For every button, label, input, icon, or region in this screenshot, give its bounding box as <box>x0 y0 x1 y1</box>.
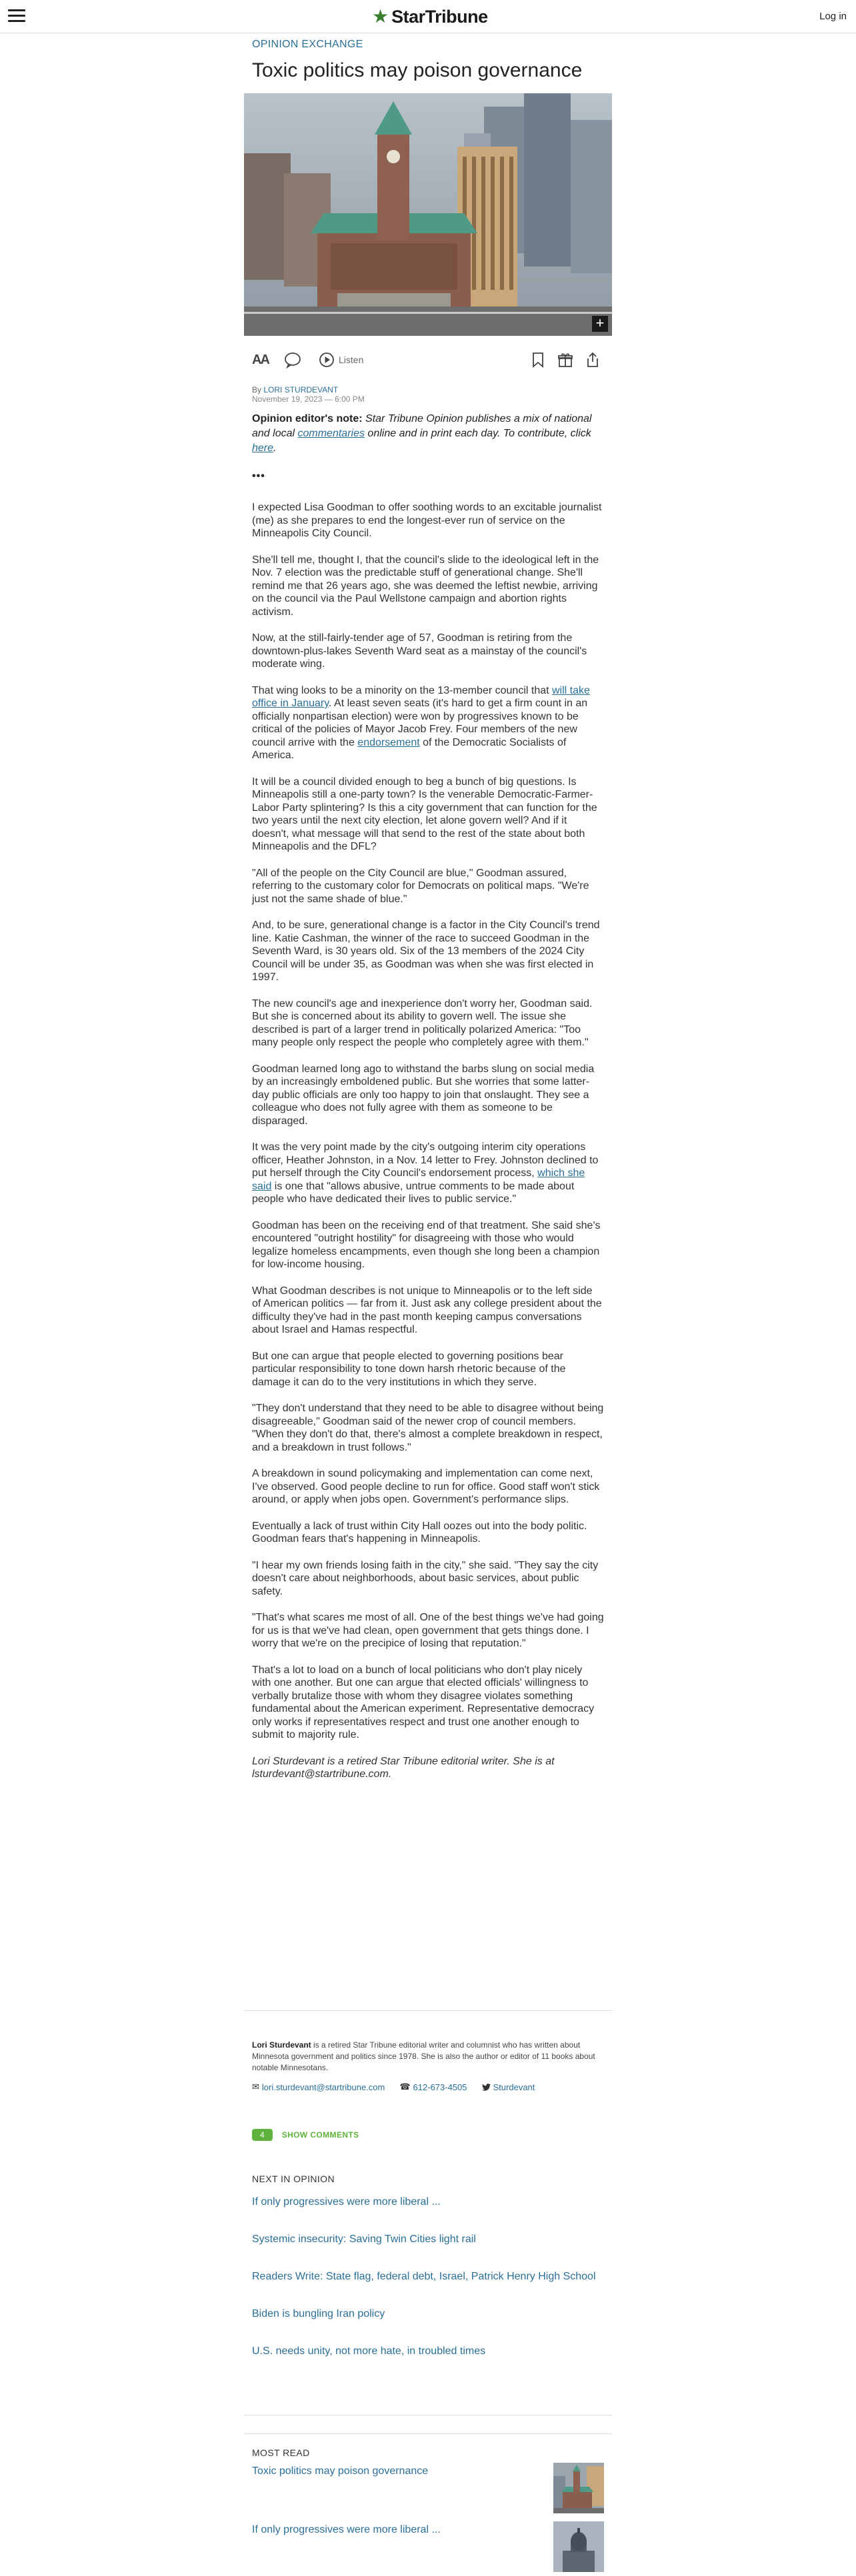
publish-date: November 19, 2023 — 6:00 PM <box>252 394 365 404</box>
paragraph: Goodman has been on the receiving end of that treatment. She said she's encountered "outright hostility" for disagreeing with those who would legalize homeless encampments, even though she long been a champion for low-income housing. <box>252 1219 601 1270</box>
paragraph: The new council's age and inexperience don't worry her, Goodman said. But she is concerned about its ability to govern well. The issue she described is part of a larger trend in politically polarized America: "Too many people only respect the people who completely agree with them." <box>252 997 593 1048</box>
section-label[interactable]: OPINION EXCHANGE <box>252 39 363 50</box>
contribute-link[interactable]: here <box>252 442 274 454</box>
author-email-link[interactable] <box>252 2082 385 2092</box>
most-read-link[interactable]: If only progressives were more liberal ... <box>252 2524 441 2535</box>
author-bio-name: Lori Sturdevant <box>252 2040 311 2050</box>
paragraph: And, to be sure, generational change is a factor in the City Council's trend line. Katie Cashman, the winner of the race to succeed Goodman in the Seventh Ward, is 30 years old. Six of the 13 members of the 2024 City Council will be under 35, as Goodman was when she was first elected in 1997. <box>252 920 600 983</box>
show-comments-button[interactable]: SHOW COMMENTS <box>281 2130 359 2140</box>
menu-icon[interactable] <box>8 9 25 23</box>
most-read-item <box>252 2523 604 2576</box>
capitol-thumbnail-image <box>553 2521 604 2572</box>
paragraph: Now, at the still-fairly-tender age of 57, Goodman is retiring from the downtown-plus-lakes Seventh Ward seat as a mainstay of the council's moderate wing. <box>252 632 587 670</box>
author-link[interactable]: LORI STURDEVANT <box>263 385 339 394</box>
next-article-link[interactable]: Readers Write: State flag, federal debt, Israel, Patrick Henry High School <box>252 2271 596 2282</box>
paragraph: Eventually a lack of trust within City Hall oozes out into the body politic. Goodman fears that's happening in Minneapolis. <box>252 1520 587 1545</box>
most-read-item <box>252 2464 604 2517</box>
comment-bubble-icon <box>284 351 301 368</box>
author-tagline: Lori Sturdevant is a retired Star Tribune editorial writer. She is at lsturdevant@startribune.com. <box>252 1755 555 1780</box>
next-article-link[interactable]: Biden is bungling Iran policy <box>252 2308 385 2319</box>
section-divider: ••• <box>252 470 265 482</box>
next-article-link[interactable]: Systemic insecurity: Saving Twin Cities light rail <box>252 2234 476 2245</box>
listen-label: Listen <box>339 354 364 365</box>
author-phone-link[interactable] <box>399 2082 467 2092</box>
listen-button[interactable] <box>319 349 363 370</box>
paragraph: What Goodman describes is not unique to Minneapolis or to the left side of American politics — far from it. Just ask any college president about the difficulty they've had in the past month keeping campus conversations about Israel and Hamas respectful. <box>252 1285 602 1335</box>
editors-note-text: Star Tribune Opinion publishes a mix of national and local commentaries online and in print each day. To contribute, click here. <box>252 413 592 454</box>
author-email: lori.sturdevant@startribune.com <box>261 2082 385 2092</box>
comments-row <box>252 2129 604 2141</box>
paragraph: That's a lot to load on a bunch of local politicians who don't play nicely with one another. But one can argue that elected officials' willingness to verbally brutalize those with whom they disagree violates something fundamental about the American experiment. Representative democracy only works if representatives respect and trust one another enough to submit to majority rule. <box>252 1664 595 1740</box>
most-read-thumbnail[interactable] <box>553 2463 604 2513</box>
paragraph: It will be a council divided enough to beg a bunch of big questions. Is Minneapolis still a one-party town? Is the venerable Democratic-Farmer-Labor Party splintering? Is this a city government that can function for the two years until the next city election, let alone govern well? And if it doesn't, what message will that send to the rest of the state about both Minneapolis and the DFL? <box>252 776 597 852</box>
bookmark-button[interactable] <box>532 349 544 370</box>
paragraph: But one can argue that people elected to governing positions bear particular responsibility to tone down harsh rhetoric because of the damage it can do to the very institutions in which they serve. <box>252 1350 566 1388</box>
most-read-link[interactable]: Toxic politics may poison governance <box>252 2465 429 2477</box>
email-icon: ✉ <box>252 2082 259 2092</box>
hero-image[interactable] <box>244 93 612 336</box>
paragraph: "That's what scares me most of all. One of the best things we've had going for us is that we've had clean, open government that gets things done. I worry that we're on the precipice of losing that reputation." <box>252 1612 604 1649</box>
share-icon <box>585 352 600 368</box>
expand-image-button[interactable]: + <box>592 316 608 332</box>
play-icon <box>319 352 335 368</box>
share-button[interactable] <box>585 349 600 370</box>
comment-count-badge[interactable]: 4 <box>252 2129 273 2141</box>
comment-button[interactable] <box>284 349 301 370</box>
site-header <box>0 0 856 33</box>
divider <box>244 2010 612 2011</box>
author-bio-text: is a retired Star Tribune editorial writer and columnist who has written about Minnesota government and politics since 1978. She is also the author or editor of 11 books about notable Minnesotans. <box>252 2040 595 2072</box>
byline-prefix: By <box>252 385 262 394</box>
most-read-thumbnail[interactable] <box>553 2521 604 2572</box>
site-logo[interactable] <box>372 6 488 27</box>
author-twitter-link[interactable] <box>482 2082 535 2092</box>
byline <box>252 385 604 394</box>
paragraph: "I hear my own friends losing faith in the city," she said. "They say the city doesn't care about neighborhoods, about basic services, about public safety. <box>252 1559 599 1597</box>
gift-icon <box>557 352 573 368</box>
twitter-bird-icon <box>482 2084 491 2091</box>
next-in-opinion-list <box>252 2191 604 2377</box>
text-size-icon: AA <box>252 352 269 367</box>
bookmark-icon <box>532 352 544 368</box>
phone-icon: ☎ <box>399 2082 411 2092</box>
paragraph: That wing looks to be a minority on the 13-member council that will take office in January. At least seven seats (it's hard to get a firm count in an officially nonpartisan election) were won by progressives known to be critical of the policies of Mayor Jacob Frey. Four members of the new council arrive with the endorsement of the Democratic Socialists of America. <box>252 684 590 761</box>
author-contacts <box>252 2082 604 2092</box>
article-toolbar <box>252 349 604 370</box>
city-hall-thumbnail-image <box>553 2463 604 2513</box>
next-article-link[interactable]: U.S. needs unity, not more hate, in troubled times <box>252 2345 486 2357</box>
star-logo-icon: ★ <box>372 6 389 27</box>
paragraph: She'll tell me, thought I, that the council's slide to the ideological left in the Nov. 7 election was the predictable stuff of generational change. She'll remind me that 26 years ago, she was deemed the leftist newbie, arriving on the council via the Paul Wellstone campaign and abortion rights activism. <box>252 554 599 618</box>
paragraph: A breakdown in sound policymaking and implementation can come next, I've observed. Good people decline to run for office. Good staff won't stick around, or apply when jobs open. Government's performance slips. <box>252 1468 600 1505</box>
city-hall-photo <box>244 93 612 336</box>
author-bio <box>252 2040 604 2074</box>
article-body <box>252 501 604 1794</box>
take-office-link[interactable]: will take office in January <box>252 684 590 709</box>
login-link[interactable]: Log in <box>819 11 847 22</box>
paragraph: "All of the people on the City Council are blue," Goodman assured, referring to the customary color for Democrats on political maps. "We're just not the same shade of blue." <box>252 867 589 905</box>
logo-text: StarTribune <box>391 6 488 27</box>
endorsement-link[interactable]: endorsement <box>357 736 420 748</box>
commentaries-link[interactable]: commentaries <box>297 428 365 439</box>
paragraph: "They don't understand that they need to be able to disagree without being disagreeable," Goodman said of the newer crop of council members. "When they don't do that, there's almost a complete breakdown in respect, and a breakdown in trust follows." <box>252 1403 604 1453</box>
editors-note <box>252 412 604 456</box>
text-size-button[interactable] <box>252 349 269 370</box>
author-phone: 612-673-4505 <box>413 2082 467 2092</box>
next-article-link[interactable]: If only progressives were more liberal ... <box>252 2196 441 2208</box>
article-headline: Toxic politics may poison governance <box>252 59 583 81</box>
next-in-opinion-heading: NEXT IN OPINION <box>252 2174 335 2184</box>
which-she-said-link[interactable]: which she said <box>252 1167 585 1192</box>
paragraph: It was the very point made by the city's outgoing interim city operations officer, Heather Johnston, in a Nov. 14 letter to Frey. Johnston declined to put herself through the City Council's endorsement process, which she said is one that "allows abusive, untrue comments to be made about people who have dedicated their lives to public service." <box>252 1141 599 1205</box>
editors-note-label: Opinion editor's note: <box>252 413 363 424</box>
most-read-heading: MOST READ <box>252 2447 310 2458</box>
paragraph: Goodman learned long ago to withstand the barbs slung on social media by an increasingly emboldened public. But she worries that some latter-day public officials are only too happy to join that onslaught. They see a colleague who does not fully agree with them as someone to be disparaged. <box>252 1063 595 1127</box>
author-twitter: Sturdevant <box>493 2082 535 2092</box>
gift-article-button[interactable] <box>557 349 573 370</box>
paragraph: I expected Lisa Goodman to offer soothing words to an excitable journalist (me) as she prepares to end the longest-ever run of service on the Minneapolis City Council. <box>252 502 602 539</box>
divider <box>244 2433 612 2434</box>
